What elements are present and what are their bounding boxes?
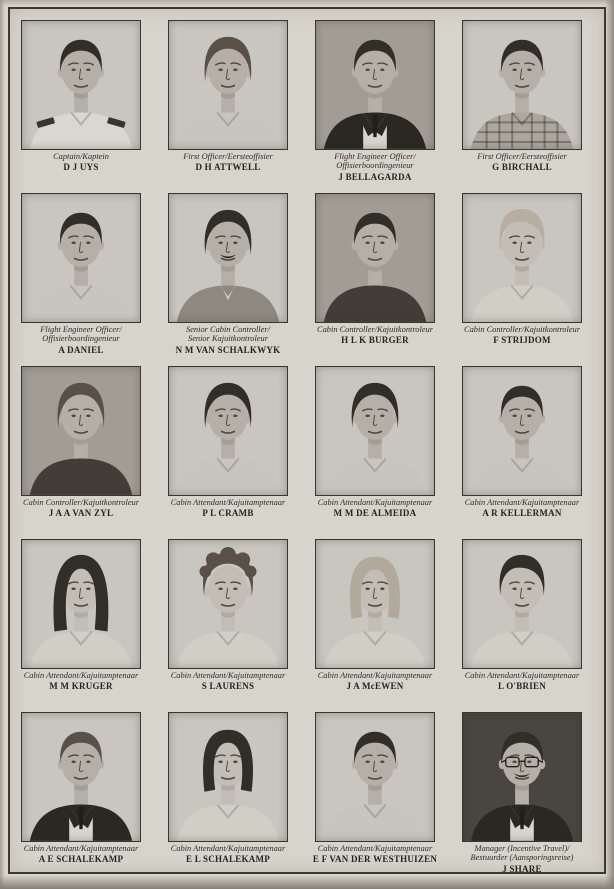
crew-caption: [154, 496, 302, 519]
crew-member-cell: [462, 539, 582, 712]
crew-role-label: [7, 498, 155, 507]
crew-role-label: [448, 671, 596, 680]
portrait-photo: [168, 712, 288, 842]
crew-role-line: Cabin Controller/Kajuitkontroleur: [464, 325, 580, 334]
page-edge-shadow-left: [0, 0, 5, 889]
crew-role-line: Cabin Attendant/Kajuitamptenaar: [464, 498, 580, 507]
crew-member-cell: [168, 366, 288, 539]
crew-role-label: [7, 844, 155, 853]
crew-role-label: [448, 325, 596, 334]
page-edge-shadow-right: [605, 0, 614, 889]
crew-caption: [7, 669, 155, 692]
crew-role-line: Captain/Kaptein: [53, 152, 109, 161]
portrait-photo: [21, 193, 141, 323]
crew-member-cell: [462, 20, 582, 193]
crew-name-label: M M DE ALMEIDA: [333, 508, 417, 519]
crew-name-label: E F VAN DER WESTHUIZEN: [312, 854, 438, 865]
crew-name-label: J A A VAN ZYL: [48, 508, 114, 519]
crew-role-label: [154, 498, 302, 507]
crew-role-line: Cabin Attendant/Kajuitamptenaar: [170, 671, 286, 680]
portrait-photo: [21, 366, 141, 496]
crew-member-cell: [21, 366, 141, 539]
crew-caption: [7, 323, 155, 355]
crew-caption: [7, 842, 155, 865]
crew-role-line: First Officer/Eersteoffisier: [183, 152, 273, 161]
crew-role-line: Senior Cabin Controller/: [186, 325, 270, 334]
portrait-photo: [315, 20, 435, 150]
crew-caption: [7, 150, 155, 173]
portrait-photo: [462, 712, 582, 842]
crew-member-cell: [462, 193, 582, 366]
crew-role-line: Cabin Attendant/Kajuitamptenaar: [317, 498, 433, 507]
crew-member-cell: [315, 366, 435, 539]
crew-name-label: H L K BURGER: [341, 335, 409, 346]
portrait-photo: [168, 20, 288, 150]
crew-name-label: A E SCHALEKAMP: [38, 854, 124, 865]
portrait-photo: [168, 539, 288, 669]
crew-photo-grid: [21, 20, 582, 885]
crew-role-label: [7, 152, 155, 161]
crew-role-line: Bestuurder (Aansporingsreise): [470, 853, 574, 863]
crew-role-line: Cabin Attendant/Kajuitamptenaar: [464, 671, 580, 680]
portrait-photo: [315, 539, 435, 669]
page-edge-shadow-top: [0, 0, 614, 6]
portrait-photo: [462, 20, 582, 150]
portrait-photo: [168, 193, 288, 323]
crew-role-line: Senior Kajuitkontroleur: [188, 334, 268, 344]
crew-member-cell: [315, 539, 435, 712]
crew-caption: [154, 150, 302, 173]
crew-role-line: Offisierboordingenieur: [336, 161, 414, 171]
crew-name-label: S LAURENS: [201, 681, 255, 692]
crew-role-line: Cabin Controller/Kajuitkontroleur: [317, 325, 433, 334]
crew-role-label: [301, 671, 449, 680]
crew-role-label: [7, 325, 155, 344]
crew-member-cell: [168, 20, 288, 193]
crew-caption: [448, 496, 596, 519]
crew-role-line: Manager (Incentive Travel)/: [474, 844, 570, 853]
crew-role-line: Cabin Attendant/Kajuitamptenaar: [23, 844, 139, 853]
crew-name-label: D J UYS: [63, 162, 99, 173]
crew-role-line: First Officer/Eersteoffisier: [477, 152, 567, 161]
crew-caption: [448, 323, 596, 346]
crew-role-line: Cabin Attendant/Kajuitamptenaar: [317, 844, 433, 853]
crew-role-line: Cabin Attendant/Kajuitamptenaar: [170, 844, 286, 853]
crew-name-label: J BELLAGARDA: [338, 171, 412, 182]
crew-role-label: [301, 844, 449, 853]
crew-member-cell: [21, 712, 141, 885]
crew-member-cell: [21, 193, 141, 366]
crew-role-line: Offisierboordingenieur: [42, 334, 120, 344]
crew-role-label: [154, 844, 302, 853]
crew-role-label: [448, 498, 596, 507]
crew-member-cell: [21, 20, 141, 193]
crew-caption: [301, 150, 449, 182]
portrait-photo: [315, 193, 435, 323]
crew-role-label: [448, 152, 596, 161]
crew-name-label: F STRIJDOM: [493, 335, 551, 346]
crew-caption: [301, 496, 449, 519]
crew-name-label: M M KRUGER: [49, 681, 113, 692]
crew-role-label: [448, 844, 596, 863]
crew-member-cell: [315, 20, 435, 193]
crew-name-label: J SHARE: [502, 863, 542, 874]
crew-name-label: E L SCHALEKAMP: [185, 854, 270, 865]
crew-name-label: J A McEWEN: [346, 681, 404, 692]
crew-role-label: [154, 325, 302, 344]
crew-name-label: A R KELLERMAN: [482, 508, 562, 519]
crew-member-cell: [168, 539, 288, 712]
crew-role-label: [154, 152, 302, 161]
crew-role-label: [301, 498, 449, 507]
crew-role-label: [154, 671, 302, 680]
portrait-photo: [462, 366, 582, 496]
crew-name-label: D H ATTWELL: [195, 162, 261, 173]
portrait-photo: [462, 539, 582, 669]
crew-member-cell: [462, 366, 582, 539]
crew-member-cell: [21, 539, 141, 712]
crew-role-line: Cabin Attendant/Kajuitamptenaar: [317, 671, 433, 680]
portrait-photo: [168, 366, 288, 496]
crew-role-line: Flight Engineer Officer/: [40, 325, 122, 334]
crew-member-cell: [312, 712, 438, 885]
crew-role-label: [301, 325, 449, 334]
crew-name-label: N M VAN SCHALKWYK: [175, 344, 281, 355]
crew-caption: [448, 150, 596, 173]
crew-caption: [301, 842, 449, 865]
crew-member-cell: [168, 193, 288, 366]
portrait-photo: [21, 539, 141, 669]
portrait-photo: [462, 193, 582, 323]
portrait-photo: [315, 712, 435, 842]
crew-caption: [154, 669, 302, 692]
crew-name-label: P L CRAMB: [202, 508, 254, 519]
crew-role-label: [7, 671, 155, 680]
crew-caption: [154, 323, 302, 355]
crew-caption: [448, 842, 596, 874]
crew-role-line: Cabin Controller/Kajuitkontroleur: [23, 498, 139, 507]
crew-name-label: A DANIEL: [58, 344, 104, 355]
crew-role-label: [301, 152, 449, 171]
crew-caption: [154, 842, 302, 865]
crew-caption: [301, 323, 449, 346]
crew-caption: [301, 669, 449, 692]
crew-role-line: Flight Engineer Officer/: [334, 152, 416, 161]
portrait-photo: [315, 366, 435, 496]
crew-member-cell: [315, 193, 435, 366]
crew-role-line: Cabin Attendant/Kajuitamptenaar: [23, 671, 139, 680]
crew-caption: [7, 496, 155, 519]
crew-name-label: L O'BRIEN: [497, 681, 546, 692]
portrait-photo: [21, 712, 141, 842]
crew-name-label: G BIRCHALL: [492, 162, 552, 173]
crew-caption: [448, 669, 596, 692]
portrait-photo: [21, 20, 141, 150]
crew-member-cell: [462, 712, 582, 885]
crew-role-line: Cabin Attendant/Kajuitamptenaar: [170, 498, 286, 507]
crew-member-cell: [168, 712, 288, 885]
